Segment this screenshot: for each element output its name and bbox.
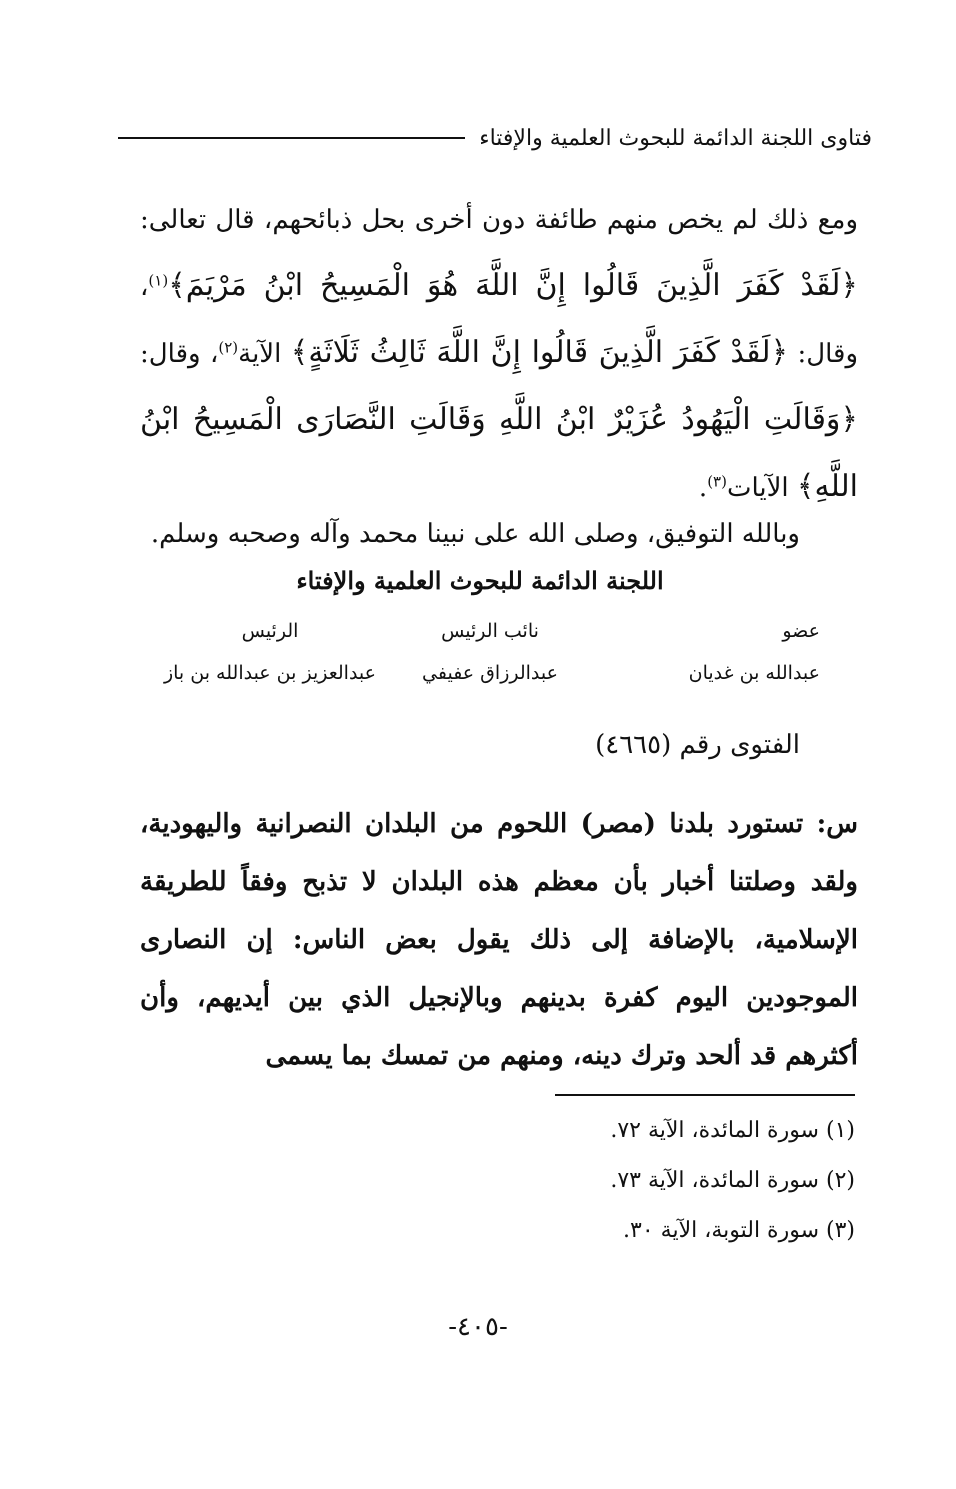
footnote-ref-3[interactable]: (٣) bbox=[707, 472, 727, 491]
paragraph-intro: ومع ذلك لم يخص منهم طائفة دون أخرى بحل ذبائحهم، قال تعالى: bbox=[140, 205, 858, 235]
footnote-1: (١) سورة المائدة، الآية ٧٢. bbox=[610, 1118, 855, 1143]
footnote-ref-1[interactable]: (١) bbox=[148, 271, 169, 290]
header-title: فتاوى اللجنة الدائمة للبحوث العلمية والإفتاء bbox=[479, 125, 872, 151]
closing-line: وبالله التوفيق، وصلى الله على نبينا محمد وآله وصحبه وسلم. bbox=[150, 519, 800, 549]
quran-verse-3: ﴿وَقَالَتِ الْيَهُودُ عُزَيْرٌ ابْنُ اللَّهِ وَقَالَتِ النَّصَارَى الْمَسِيحُ ابْنُ اللَّهِ﴾ bbox=[140, 402, 858, 504]
signatory-name-deputy: عبدالرزاق عفيفي bbox=[422, 662, 558, 684]
signatory-title-chairman: الرئيس bbox=[241, 620, 299, 642]
signatory-name-member: عبدالله بن غديان bbox=[688, 662, 820, 684]
signatory-titles bbox=[160, 620, 820, 642]
fatwa-number: الفتوى رقم (٤٦٦٥) bbox=[595, 730, 800, 760]
signatory-title-member: عضو bbox=[782, 620, 820, 642]
aya-word: الآية bbox=[238, 339, 282, 369]
committee-title: اللجنة الدائمة للبحوث العلمية والإفتاء bbox=[296, 566, 664, 595]
quran-verse-2: ﴿لَقَدْ كَفَرَ الَّذِينَ قَالُوا إِنَّ اللَّهَ ثَالِثُ ثَلَاثَةٍ﴾ bbox=[290, 335, 789, 370]
separator-1: ، وقال: bbox=[140, 272, 859, 369]
signatory-names bbox=[160, 662, 820, 684]
footnotes bbox=[400, 1118, 855, 1268]
ayat-word: الآيات bbox=[726, 473, 789, 503]
footnote-3: (٣) سورة التوبة، الآية ٣٠. bbox=[623, 1218, 855, 1243]
quran-verse-1: ﴿لَقَدْ كَفَرَ الَّذِينَ قَالُوا إِنَّ اللَّهَ هُوَ الْمَسِيحُ ابْنُ مَرْيَمَ﴾ bbox=[168, 268, 858, 303]
signatory-name-chairman: عبدالعزيز بن عبدالله بن باز bbox=[163, 662, 377, 684]
running-header bbox=[118, 118, 872, 158]
signatory-title-deputy: نائب الرئيس bbox=[441, 620, 539, 642]
question-paragraph: س: تستورد بلدنا (مصر) اللحوم من البلدان النصرانية واليهودية، ولقد وصلتنا أخبار بأن معظم هذه البلدان لا تذبح وفقاً للطريقة الإسلامية، بالإضافة إلى ذلك يقول بعض الناس: إن النصارى الموجودين اليوم كفرة بدينهم وبالإنجيل الذي بين أيديهم، وأن أكثرهم قد ألحد وترك دينه، ومنهم من تمسك بما يسمى bbox=[140, 809, 858, 1071]
header-rule bbox=[118, 137, 465, 139]
page-number: -٤٠٥- bbox=[448, 1312, 508, 1342]
footnote-ref-2[interactable]: (٢) bbox=[218, 338, 239, 357]
footnote-2: (٢) سورة المائدة، الآية ٧٣. bbox=[610, 1168, 855, 1193]
paragraph-verses bbox=[140, 188, 858, 521]
paragraph-end: . bbox=[698, 473, 708, 503]
footnote-rule bbox=[555, 1094, 855, 1096]
separator-2: ، وقال: bbox=[140, 339, 219, 369]
